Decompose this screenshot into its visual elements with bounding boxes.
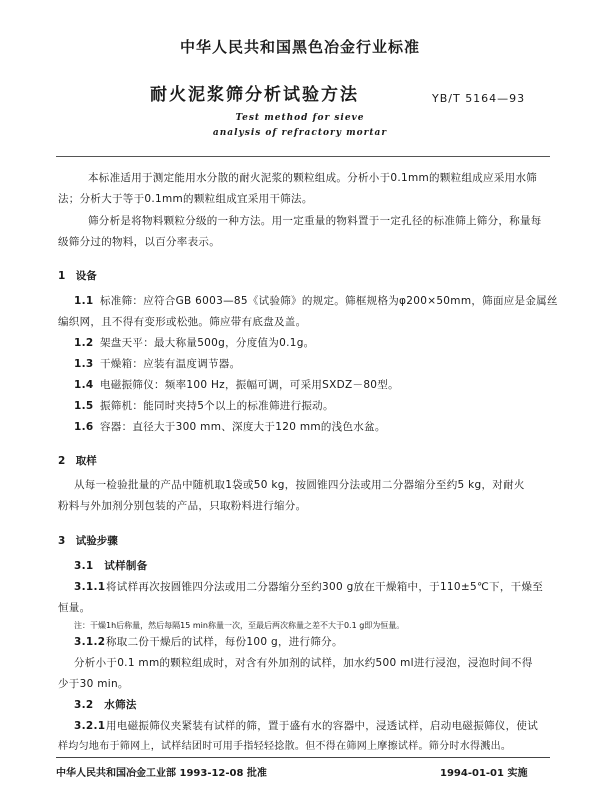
item-number: 1.4	[74, 379, 94, 391]
intro-p1-line1: 本标准适用于测定能用水分散的耐火泥浆的颗粒组成。分析小于0.1mm的颗粒组成应采用水筛	[88, 172, 538, 184]
issuing-body-header: 中华人民共和国黑色冶金行业标准	[179, 38, 420, 56]
clause-text: 称取二份干燥后的试样，每份100 g，进行筛分。	[106, 636, 343, 648]
item-text: 电磁振筛仪：频率100 Hz，振幅可调，可采用SXDZ－80型。	[100, 379, 399, 391]
clause-3-1-1-line1	[74, 576, 543, 599]
item-text: 编织网，且不得有变形或松弛。筛应带有底盘及盖。	[58, 316, 307, 328]
section-1-item	[74, 332, 314, 355]
approval-info: 中华人民共和国冶金工业部 1993-12-08 批准	[56, 768, 267, 779]
item-text: 标准筛：应符合GB 6003—85《试验筛》的规定。筛框规格为φ200×50mm，筛面应是金属丝	[100, 295, 558, 307]
intro-p2-line1: 筛分析是将物料颗粒分级的一种方法。用一定重量的物料置于一定孔径的标准筛上筛分，称量每	[88, 215, 542, 227]
clause-number: 3.1.1	[74, 581, 106, 593]
section-1-item	[74, 374, 399, 397]
item-number: 1.1	[74, 295, 94, 307]
section-1-item	[58, 311, 306, 334]
clause-number: 3.2.1	[74, 720, 106, 732]
section-1-item	[74, 290, 558, 313]
section-3-heading: 3 试验步骤	[58, 535, 118, 547]
document-title: 耐火泥浆筛分析试验方法	[150, 85, 359, 105]
clause-3-2-1-line2: 样均匀地布于筛网上，试样结团时可用手指轻轻捻散。但不得在筛网上摩擦试样。筛分时水得溅出。	[58, 741, 512, 752]
item-number: 1.2	[74, 337, 94, 349]
item-number: 1.6	[74, 421, 94, 433]
intro-p1-line2: 法；分析大于等于0.1mm的颗粒组成宜采用干筛法。	[58, 193, 313, 205]
item-text: 振筛机：能同时夹持5个以上的标准筛进行振动。	[100, 400, 334, 412]
section-1-item	[74, 416, 386, 439]
clause-text: 将试样再次按圆锥四分法或用二分器缩分至约300 g放在干燥箱中，于110±5℃下，干燥至	[106, 581, 544, 593]
section-2-heading: 2 取样	[58, 455, 97, 467]
subsection-3-2-heading: 3.2 水筛法	[74, 699, 137, 711]
section-2-line1: 从每一检验批量的产品中随机取1袋或50 kg，按圆锥四分法或用二分器缩分至约5 kg，对耐火	[74, 479, 525, 491]
item-text: 容器：直径大于300 mm、深度大于120 mm的浅色水盆。	[100, 421, 386, 433]
clause-number: 3.1.2	[74, 636, 106, 648]
footer-divider	[56, 757, 550, 758]
english-title-line-1: Test method for sieve	[235, 113, 365, 123]
clause-3-1-2-line3: 少于30 min。	[58, 678, 129, 690]
item-text: 干燥箱：应装有温度调节器。	[100, 358, 241, 370]
note-text: 注：干燥1h后称量，然后每隔15 min称量一次，至最后两次称量之差不大于0.1 g即为恒量。	[74, 621, 405, 630]
english-title-line-2: analysis of refractory mortar	[212, 128, 388, 138]
item-text: 架盘天平：最大称量500g，分度值为0.1g。	[100, 337, 315, 349]
subsection-3-1-heading: 3.1 试样制备	[74, 560, 148, 572]
section-1-item	[74, 395, 334, 418]
effective-date: 1994-01-01 实施	[440, 768, 528, 779]
standard-number: YB/T 5164—93	[432, 92, 526, 105]
clause-3-1-1-line2: 恒量。	[58, 602, 91, 614]
item-number: 1.3	[74, 358, 94, 370]
section-1-heading: 1 设备	[58, 270, 97, 282]
intro-p2-line2: 级筛分过的物料，以百分率表示。	[58, 236, 220, 248]
section-2-line2: 粉料与外加剂分别包装的产品，只取粉料进行缩分。	[58, 500, 307, 512]
section-1-item	[74, 353, 240, 376]
clause-text: 用电磁振筛仪夹紧装有试样的筛，置于盛有水的容器中，浸透试样，启动电磁振筛仪，使试	[106, 720, 538, 732]
title-divider	[56, 156, 550, 157]
clause-3-1-2-line1	[74, 631, 343, 654]
item-number: 1.5	[74, 400, 94, 412]
clause-3-1-2-line2: 分析小于0.1 mm的颗粒组成时，对含有外加剂的试样，加水约500 ml进行浸泡，浸泡时间不得	[74, 657, 533, 669]
